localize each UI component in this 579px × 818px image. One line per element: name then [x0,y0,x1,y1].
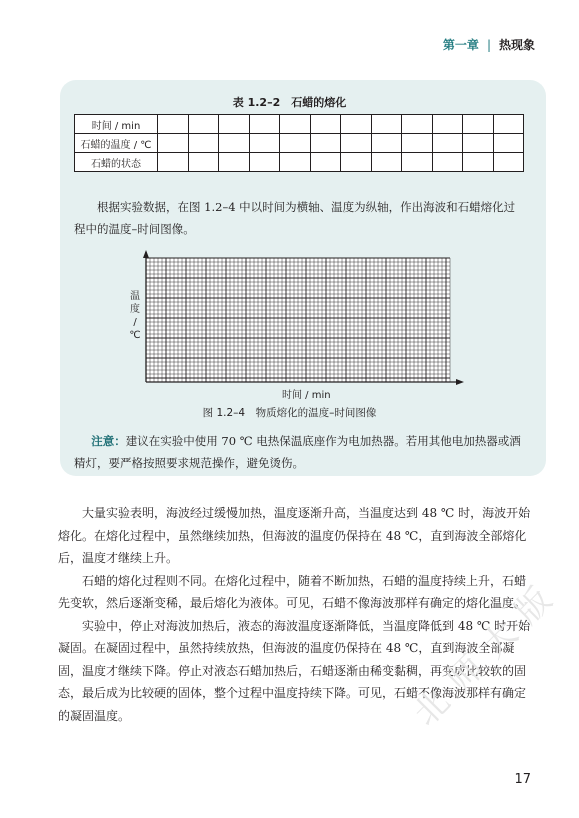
blank-cell [493,153,524,172]
blank-cell [463,134,494,153]
graph-paper [130,250,470,394]
blank-cell [219,153,250,172]
blank-cell [371,153,402,172]
blank-cell [158,153,189,172]
row-header: 石蜡的温度 / ℃ [75,134,158,153]
blank-cell [310,153,341,172]
blank-cell [249,153,280,172]
blank-cell [402,134,433,153]
table-row [75,134,524,153]
blank-cell [371,115,402,134]
blank-cell [158,115,189,134]
blank-cell [280,134,311,153]
blank-cell [402,153,433,172]
table-row [75,115,524,134]
figure-caption: 图 1.2–4 物质熔化的温度–时间图像 [202,407,377,419]
table-row [75,153,524,172]
blank-cell [432,134,463,153]
blank-cell [432,153,463,172]
blank-cell [463,115,494,134]
blank-cell [219,134,250,153]
publisher-watermark: 北师大版 [405,569,570,734]
x-axis-arrow [456,379,464,385]
blank-cell [402,115,433,134]
blank-cell [341,134,372,153]
body-paragraph: 实验中，停止对海波加热后，液态的海波温度逐渐降低，当温度降低到 48 ℃ 时开始凝固。在凝固过程中，虽然持续放热，但海波的温度仍保持在 48 ℃，直到海波全部凝固，温度才继续下降。停止对液态石蜡加热后，石蜡逐渐由稀变黏稠，再变成比较软的固态，最后成为比较硬的固体，整个过程中温度持续下降。可见，石蜡不像海波那样有确定的凝固温度。 [58,618,531,723]
header-separator: | [486,37,491,52]
row-header: 时间 / min [75,115,158,134]
blank-cell [188,153,219,172]
blank-cell [310,134,341,153]
safety-note [74,430,526,474]
note-text: 建议在实验中使用 70 ℃ 电热保温底座作为电加热器。若用其他电加热器或酒精灯，要严格按照要求规范操作，避免烫伤。 [74,434,521,470]
note-label: 注意： [91,434,126,448]
data-table [74,114,524,172]
running-header [443,36,535,53]
intro-paragraph: 根据实验数据，在图 1.2–4 中以时间为横轴、温度为纵轴，作出海波和石蜡熔化过程中的温度–时间图像。 [74,200,516,236]
blank-cell [280,115,311,134]
blank-cell [341,115,372,134]
grid-svg [130,250,470,390]
section-label: 热现象 [498,38,535,52]
row-header: 石蜡的状态 [75,153,158,172]
blank-cell [341,153,372,172]
blank-cell [432,115,463,134]
page-number: 17 [514,772,531,787]
blank-cell [493,115,524,134]
table-caption: 表 1.2–2 石蜡的熔化 [232,96,347,109]
x-axis-label: 时间 / min [282,390,331,401]
blank-cell [280,153,311,172]
blank-cell [188,115,219,134]
blank-cell [463,153,494,172]
chapter-label: 第一章 [442,38,479,52]
blank-cell [249,115,280,134]
blank-cell [188,134,219,153]
body-paragraph: 大量实验表明，海波经过缓慢加热，温度逐渐升高，当温度达到 48 ℃ 时，海波开始熔化。在熔化过程中，虽然继续加热，但海波的温度仍保持在 48 ℃，直到海波全部熔化后，温度才继续上升。 [58,506,531,565]
blank-cell [310,115,341,134]
blank-cell [219,115,250,134]
body-paragraph: 石蜡的熔化过程则不同。在熔化过程中，随着不断加热，石蜡的温度持续上升，石蜡先变软，然后逐渐变稀，最后熔化为液体。可见，石蜡不像海波那样有确定的熔化温度。 [58,573,527,610]
blank-cell [371,134,402,153]
y-axis-arrow [143,250,149,258]
blank-cell [158,134,189,153]
blank-cell [249,134,280,153]
y-axis-label: 温度 / ℃ [129,291,141,341]
blank-cell [493,134,524,153]
